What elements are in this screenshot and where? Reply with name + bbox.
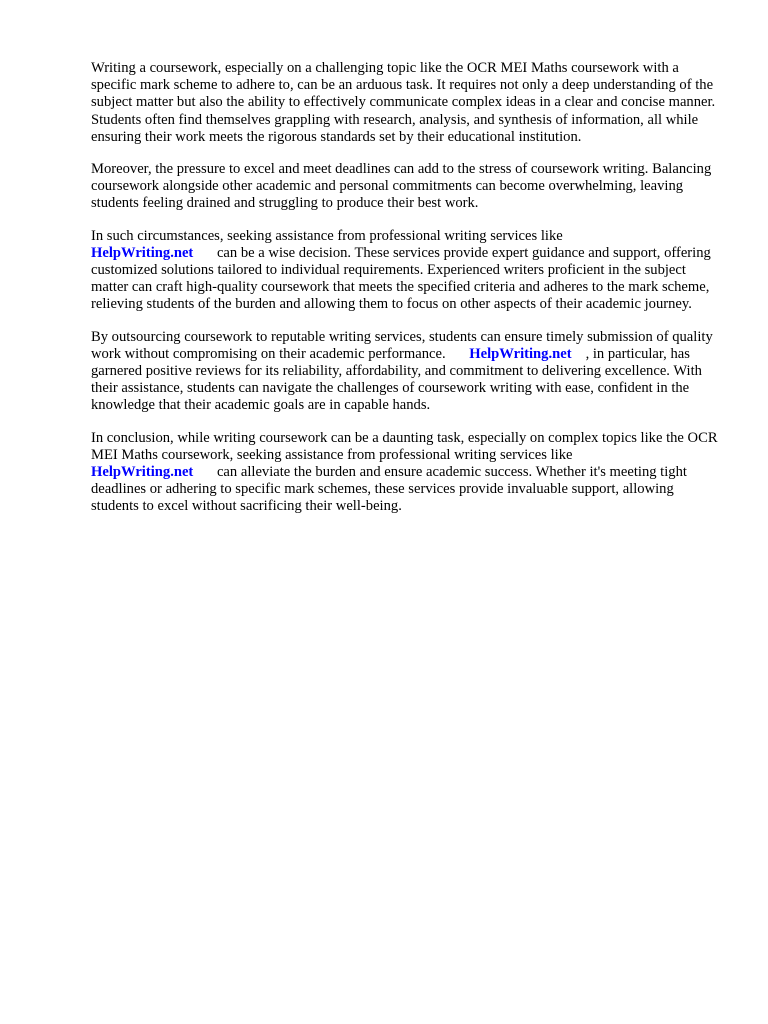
paragraph-conclusion-text-before: In conclusion, while writing coursework can be a daunting task, especially on complex topics like the OCR MEI Maths coursework, seeking assistance from professional writing services like bbox=[91, 429, 718, 463]
paragraph-assistance bbox=[91, 228, 723, 314]
paragraph-conclusion-text-after: can alleviate the burden and ensure academic success. Whether it's meeting tight deadlines or adhering to specific mark schemes, these services provide invaluable support, allowing students to excel without sacrificing their well-being. bbox=[91, 464, 687, 515]
helpwriting-link-1[interactable]: HelpWriting.net bbox=[91, 244, 194, 261]
helpwriting-link-3[interactable]: HelpWriting.net bbox=[91, 464, 194, 481]
document-page bbox=[91, 60, 723, 531]
paragraph-outsourcing-text-after: , in particular, has garnered positive reviews for its reliability, affordability, and commitment to delivering excellence. With their assistance, students can navigate the challenges of coursework writing with ease, confident in the knowledge that their academic goals are in capable hands. bbox=[91, 345, 702, 414]
paragraph-pressure-text: Moreover, the pressure to excel and meet deadlines can add to the stress of coursework writing. Balancing coursework alongside other academic and personal commitments can become overwhelming, leaving students feeling drained and struggling to produce their best work. bbox=[91, 161, 712, 212]
paragraph-conclusion bbox=[91, 430, 723, 516]
paragraph-pressure bbox=[91, 161, 723, 213]
paragraph-intro-text: Writing a coursework, especially on a challenging topic like the OCR MEI Maths coursework with a specific mark scheme to adhere to, can be an arduous task. It requires not only a deep understanding of the subject matter but also the ability to effectively communicate complex ideas in a clear and concise manner. Students often find themselves grappling with research, analysis, and synthesis of information, all while ensuring their work meets the rigorous standards set by their educational institution. bbox=[91, 60, 716, 145]
helpwriting-link-2[interactable]: HelpWriting.net bbox=[469, 345, 572, 362]
paragraph-assistance-text-after: can be a wise decision. These services provide expert guidance and support, offering customized solutions tailored to individual requirements. Experienced writers proficient in the subject matter can craft high-quality coursework that meets the specified criteria and adheres to the mark scheme, relieving students of the burden and allowing them to focus on other aspects of their academic journey. bbox=[91, 244, 711, 313]
paragraph-outsourcing bbox=[91, 329, 723, 415]
paragraph-outsourcing-text-before: By outsourcing coursework to reputable writing services, students can ensure timely submission of quality work without compromising on their academic performance. bbox=[91, 328, 713, 362]
paragraph-assistance-text-before: In such circumstances, seeking assistance from professional writing services like bbox=[91, 227, 563, 244]
paragraph-intro bbox=[91, 60, 723, 146]
